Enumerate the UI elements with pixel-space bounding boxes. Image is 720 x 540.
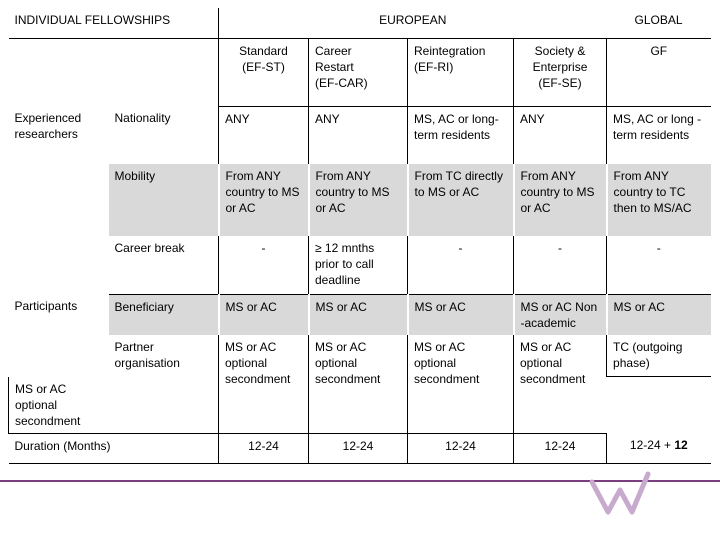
- row-nationality: [9, 106, 711, 164]
- cell-partner-society-enterprise: MS or AC optional secondment: [514, 335, 607, 434]
- col-header-society-enterprise: [514, 38, 607, 106]
- cell-partner-career-restart: MS or AC optional secondment: [309, 335, 408, 434]
- col-header-career-restart: [309, 38, 408, 106]
- cell-mobility-gf: From ANY country to TC then to MS/AC: [607, 164, 711, 236]
- row-label-beneficiary: Beneficiary: [109, 294, 219, 335]
- fellowships-table: [8, 8, 711, 464]
- cell-career-break-reintegration: -: [408, 236, 514, 294]
- cell-mobility-career-restart: From ANY country to MS or AC: [309, 164, 408, 236]
- european-heading: EUROPEAN: [219, 8, 607, 38]
- col-header-line: Standard: [239, 43, 288, 58]
- col-header-line: Restart: [315, 59, 354, 74]
- row-mobility: [9, 164, 711, 236]
- group-label-experienced-researchers: Experienced researchers: [14, 111, 82, 141]
- cell-career-break-career-restart: ≥ 12 mnths prior to call deadline: [309, 236, 408, 294]
- cell-partner-standard: MS or AC optional secondment: [219, 335, 309, 434]
- header-spacer: [9, 38, 219, 106]
- duration-gf-base: 12-24 +: [629, 438, 671, 452]
- row-partner-organisation: [9, 335, 711, 377]
- col-header-line: (EF-SE): [538, 75, 582, 90]
- col-header-gf: [607, 38, 711, 106]
- duration-gf-extra: 12: [674, 438, 688, 452]
- cell-beneficiary-career-restart: MS or AC: [309, 294, 408, 335]
- col-header-line: Enterprise: [532, 59, 588, 74]
- cell-nationality-gf: MS, AC or long -term residents: [607, 106, 711, 164]
- cell-duration-reintegration: 12-24: [408, 433, 514, 463]
- cell-mobility-society-enterprise: From ANY country to MS or AC: [514, 164, 607, 236]
- col-header-reintegration: [408, 38, 514, 106]
- col-header-line: Society &: [534, 43, 586, 58]
- row-duration: [9, 433, 711, 463]
- individual-fellowships-heading: INDIVIDUAL FELLOWSHIPS: [9, 8, 219, 38]
- cell-career-break-gf: -: [607, 236, 711, 294]
- cell-career-break-society-enterprise: -: [514, 236, 607, 294]
- col-header-line: (EF-CAR): [315, 75, 368, 90]
- cell-nationality-society-enterprise: ANY: [514, 106, 607, 164]
- col-header-line: Career: [315, 43, 352, 58]
- row-label-mobility: Mobility: [109, 164, 219, 236]
- col-header-line: (EF-ST): [242, 59, 285, 74]
- cell-beneficiary-standard: MS or AC: [219, 294, 309, 335]
- row-label-partner-organisation: Partner organisation: [109, 335, 219, 434]
- row-beneficiary: [9, 294, 711, 335]
- cell-partner-reintegration: MS or AC optional secondment: [408, 335, 514, 434]
- row-label-nationality: Nationality: [114, 111, 171, 125]
- cell-mobility-standard: From ANY country to MS or AC: [219, 164, 309, 236]
- col-header-line: Reintegration: [414, 43, 486, 58]
- cell-beneficiary-society-enterprise: MS or AC Non -academic: [514, 294, 607, 335]
- group-label-participants: Participants: [14, 299, 78, 313]
- w-logo-icon: [586, 468, 656, 524]
- col-header-line: GF: [650, 43, 668, 58]
- cell-duration-society-enterprise: 12-24: [514, 433, 607, 463]
- row-label-duration: Duration (Months): [9, 433, 219, 463]
- header-row-types: [9, 38, 711, 106]
- global-heading: GLOBAL: [607, 8, 711, 38]
- cell-partner-gf-outgoing: TC (outgoing phase): [607, 335, 711, 377]
- row-career-break: [9, 236, 711, 294]
- row-label-career-break: Career break: [109, 236, 219, 294]
- cell-partner-gf-secondment: MS or AC optional secondment: [9, 377, 109, 434]
- cell-mobility-reintegration: From TC directly to MS or AC: [408, 164, 514, 236]
- cell-beneficiary-reintegration: MS or AC: [408, 294, 514, 335]
- cell-duration-gf: [607, 433, 711, 463]
- col-header-line: (EF-RI): [414, 59, 454, 74]
- cell-nationality-standard: ANY: [219, 106, 309, 164]
- cell-duration-career-restart: 12-24: [309, 433, 408, 463]
- cell-career-break-standard: -: [219, 236, 309, 294]
- cell-nationality-reintegration: MS, AC or long-term residents: [408, 106, 514, 164]
- col-header-standard: [219, 38, 309, 106]
- cell-duration-standard: 12-24: [219, 433, 309, 463]
- header-row-programme: [9, 8, 711, 38]
- cell-nationality-career-restart: ANY: [309, 106, 408, 164]
- cell-beneficiary-gf: MS or AC: [607, 294, 711, 335]
